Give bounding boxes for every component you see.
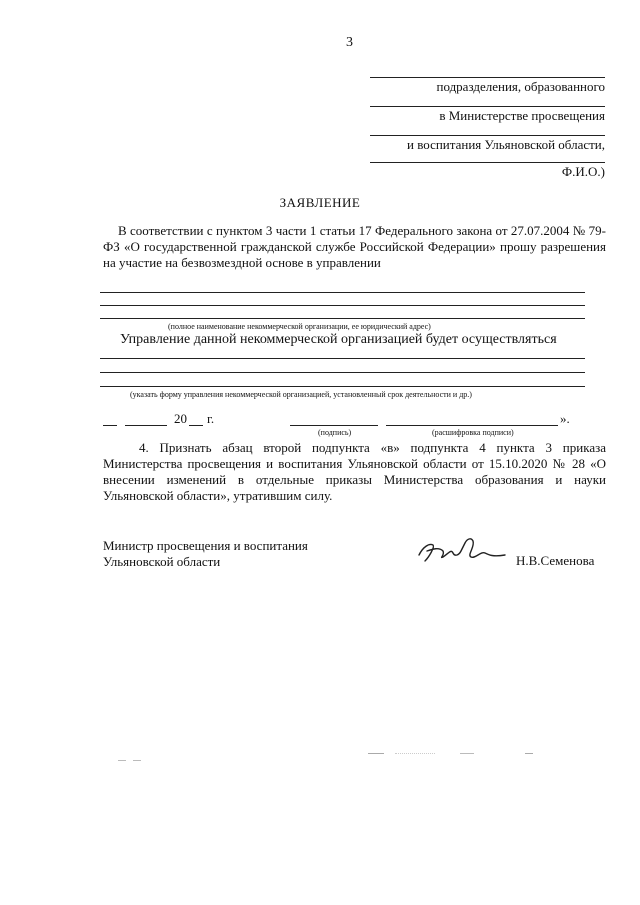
handwritten-signature [415,533,515,569]
day-blank [103,425,117,426]
signatory-position-2: Ульяновской области [103,554,221,569]
header-blank-line [370,106,605,107]
header-blank-line [370,162,605,163]
signature-blank [290,425,378,426]
signatory-position-1: Министр просвещения и воспитания [103,538,308,553]
header-line-3: и воспитания Ульяновской области, [406,137,605,152]
year-blank [189,425,203,426]
form-caption: (указать форму управления некоммерческой организацией, установленный срок деятельности и др.) [130,390,472,399]
signature-caption: (подпись) [318,428,352,437]
page-number: 3 [346,35,353,50]
form-blank-line [100,386,585,387]
document-title: ЗАЯВЛЕНИЕ [279,195,361,210]
management-text: Управление данной некоммерческой организацией будет осуществляться [120,332,557,347]
header-line-2: в Министерстве просвещения [439,108,605,123]
header-fio: Ф.И.О.) [561,164,605,179]
year-prefix: 20 [174,411,187,426]
scan-artifact [133,760,141,761]
scan-artifact [395,753,435,754]
header-blank-line [370,77,605,78]
month-blank [125,425,167,426]
form-blank-line [100,372,585,373]
scan-artifact [525,753,533,754]
decoding-caption: (расшифровка подписи) [432,428,514,437]
decoding-blank [386,425,558,426]
scan-artifact [368,753,384,754]
org-blank-line [100,318,585,319]
closing-quote: ». [560,411,570,426]
signatory-name: Н.В.Семенова [516,553,595,568]
clause-4: 4. Признать абзац второй подпункта «в» подпункта 4 пункта 3 приказа Министерства просвещения и воспитания Ульяновской области от 15.10.2020 № 28 «О внесении изменений в отдельные приказы Министерства образования и науки Ульяновской области», утратившим силу. [103,440,606,503]
org-blank-line [100,305,585,306]
org-caption: (полное наименование некоммерческой организации, ее юридический адрес) [168,322,431,331]
header-line-1: подразделения, образованного [436,79,605,94]
scan-artifact [460,753,474,754]
request-paragraph: В соответствии с пунктом 3 части 1 статьи 17 Федерального закона от 27.07.2004 № 79-ФЗ «О государственной гражданской службе Российской Федерации» прошу разрешения на участие на безвозмездной основе в управлении [103,223,606,270]
scan-artifact [118,760,126,761]
org-blank-line [100,292,585,293]
form-blank-line [100,358,585,359]
year-suffix: г. [207,411,215,426]
header-blank-line [370,135,605,136]
